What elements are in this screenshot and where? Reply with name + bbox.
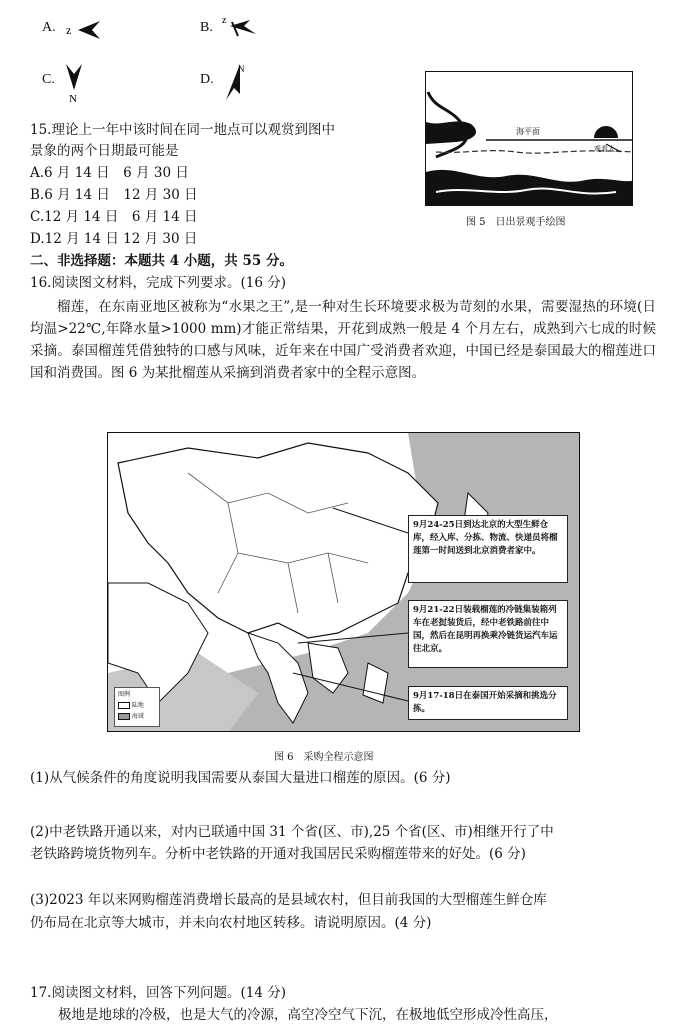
q16-paragraph: 榴莲，在东南亚地区被称为“水果之王”,是一种对生长环境要求极为苛刻的水果，需要湿热的环境(日均温>22℃,年降水量>1000 mm)才能正常结果，开花到成熟一般是 4 个月左右，成熟到六七成的时候采摘。泰国榴莲凭借独特的口感与风味，近年来在中国广受消费者欢迎，中国已经是泰国最大的榴莲进口国和消费国。图 6 为某批榴莲从采摘到消费者家中的全程示意图。 [30, 299, 656, 381]
map-legend [114, 687, 160, 727]
legend-sea: 海域 [118, 711, 156, 722]
compass-b-icon [220, 12, 260, 42]
q17-stem: 17.阅读图文材料，回答下列问题。(14 分) [30, 985, 286, 1001]
q15-option-d[interactable]: D.12 月 14 日 12 月 30 日 [30, 231, 198, 247]
map-note-thailand: 9月17-18日在泰国开始采摘和挑选分拣。 [408, 686, 568, 720]
option-c-label: C. [42, 72, 55, 87]
legend-land: 陆地 [118, 700, 156, 711]
q16-sub3-line1: (3)2023 年以来网购榴莲消费增长最高的是县域农村，但目前我国的大型榴莲生鲜仓库 [30, 892, 547, 908]
q17-line1: 极地是地球的冷极，也是大气的冷源，高空冷空气下沉，在极地低空形成冷性高压， [58, 1007, 558, 1023]
option-d-label: D. [200, 72, 214, 87]
q16-stem: 16.阅读图文材料，完成下列要求。(16 分) [30, 275, 286, 291]
q15-option-a[interactable]: A.6 月 14 日 6 月 30 日 [30, 165, 189, 181]
compass-a-icon [64, 18, 108, 42]
option-a-label: A. [42, 20, 56, 35]
q15-stem-line2: 景象的两个日期最可能是 [30, 143, 179, 159]
sunrise-sketch [426, 72, 633, 206]
compass-c-icon [60, 60, 90, 106]
section-2-heading: 二、非选择题：本题共 4 小题，共 55 分。 [30, 253, 293, 269]
q15-option-c[interactable]: C.12 月 14 日 6 月 14 日 [30, 209, 198, 225]
map-note-beijing: 9月24-25日到达北京的大型生鲜仓库，经入库、分拣、物流、快递员将榴莲第一时间送到北京消费者家中。 [408, 515, 568, 583]
q15-option-b[interactable]: B.6 月 14 日 12 月 30 日 [30, 187, 198, 203]
sea-level-label: 海平面 [516, 127, 540, 136]
q16-sub3-line2: 仍布局在北京等大城市，并未向农村地区转移。请说明原因。(4 分) [30, 915, 432, 931]
figure-6-caption: 图 6 采购全程示意图 [274, 752, 374, 763]
figure-6-map [107, 432, 580, 732]
compass-c-n-text: N [69, 93, 77, 105]
q16-sub2-line1: (2)中老铁路开通以来，对内已联通中国 31 个省(区、市),25 个省(区、市)相继开行了中 [30, 824, 554, 840]
figure-5 [425, 71, 633, 206]
compass-a-z-text: z [66, 23, 72, 37]
legend-title: 图例 [118, 691, 131, 698]
q15-stem-line1: 15.理论上一年中该时间在同一地点可以观赏到图中 [30, 122, 335, 138]
figure-5-caption: 图 5 日出景观手绘图 [466, 217, 566, 228]
compass-d-icon [220, 60, 250, 104]
option-b-label: B. [200, 20, 213, 35]
q16-sub1: (1)从气候条件的角度说明我国需要从泰国大量进口榴莲的原因。(6 分) [30, 770, 451, 786]
compass-b-z-text: z [222, 15, 227, 26]
compass-d-n-text: N [238, 64, 245, 74]
map-note-laos: 9月21-22日装载榴莲的冷链集装箱列车在老挝装货后，经中老铁路前往中国，然后在昆明再换乘冷链货运汽车运往北京。 [408, 600, 568, 668]
viewer-label: 观看人 [594, 145, 615, 153]
q16-sub2-line2: 老铁路跨境货物列车。分析中老铁路的开通对我国居民采购榴莲带来的好处。(6 分) [30, 846, 526, 862]
